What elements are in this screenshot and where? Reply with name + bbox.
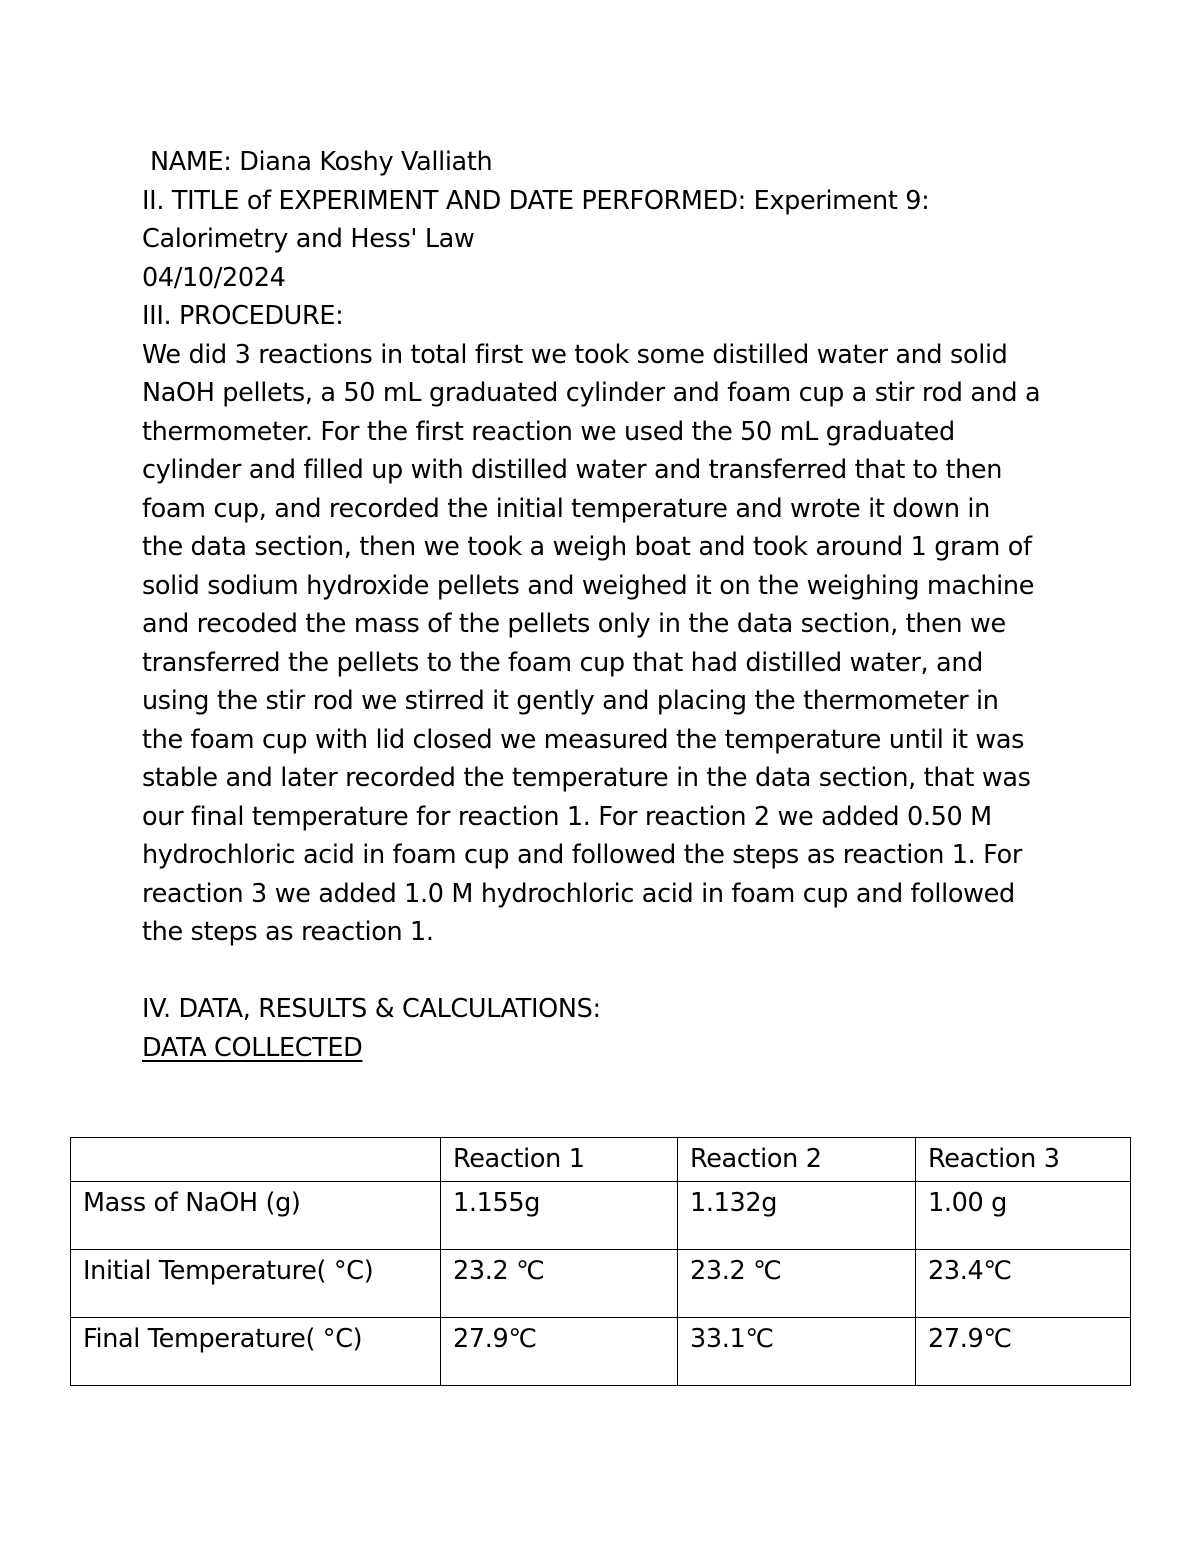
document-body [142,143,1082,1067]
table-cell: 23.2 ℃ [678,1250,916,1318]
procedure-line: the foam cup with lid closed we measured the temperature until it was [142,724,1025,755]
procedure-line: hydrochloric acid in foam cup and followed the steps as reaction 1. For [142,840,1022,870]
table-cell: 23.2 ℃ [441,1250,678,1318]
procedure-line: the steps as reaction 1. [142,917,434,947]
table-header-row [71,1138,1131,1182]
data-collected-subheading: DATA COLLECTED [142,1032,363,1063]
student-name: NAME: Diana Koshy Valliath [150,147,493,177]
table-row-label: Initial Temperature( °C) [71,1250,441,1318]
table-row-label: Final Temperature( °C) [71,1318,441,1386]
procedure-line: reaction 3 we added 1.0 M hydrochloric acid in foam cup and followed [142,878,1015,909]
table-cell: 1.155g [441,1182,678,1250]
table-row [71,1318,1131,1386]
procedure-heading: III. PROCEDURE: [142,301,344,331]
experiment-date: 04/10/2024 [142,262,286,293]
table-cell: 27.9℃ [916,1318,1131,1386]
table-cell: 1.00 g [916,1182,1131,1250]
table-cell: 1.132g [678,1182,916,1250]
procedure-line: foam cup, and recorded the initial temperature and wrote it down in [142,493,990,524]
table-cell: 27.9℃ [441,1318,678,1386]
data-collected-table [70,1137,1131,1386]
table-cell: 23.4℃ [916,1250,1131,1318]
procedure-line: using the stir rod we stirred it gently and placing the thermometer in [142,686,999,716]
procedure-line: the data section, then we took a weigh boat and took around 1 gram of [142,532,1032,562]
table-cell: 33.1℃ [678,1318,916,1386]
procedure-line: We did 3 reactions in total first we took some distilled water and solid [142,339,1008,370]
paragraph-spacer [142,952,1082,991]
procedure-line: and recoded the mass of the pellets only in the data section, then we [142,609,1006,639]
table-row [71,1250,1131,1318]
procedure-line: thermometer. For the first reaction we used the 50 mL graduated [142,416,955,447]
table-header-reaction-1: Reaction 1 [441,1138,678,1182]
table-row-label: Mass of NaOH (g) [71,1182,441,1250]
procedure-line: solid sodium hydroxide pellets and weighed it on the weighing machine [142,570,1035,601]
table-header-cell-empty [71,1138,441,1182]
data-results-heading: IV. DATA, RESULTS & CALCULATIONS: [142,994,601,1024]
procedure-line: cylinder and filled up with distilled water and transferred that to then [142,455,1003,485]
procedure-line: transferred the pellets to the foam cup that had distilled water, and [142,647,983,678]
procedure-line: stable and later recorded the temperature in the data section, that was [142,763,1031,793]
table-row [71,1182,1131,1250]
experiment-title-line-1: II. TITLE of EXPERIMENT AND DATE PERFORMED: Experiment 9: [142,185,930,216]
table-header-reaction-3: Reaction 3 [916,1138,1131,1182]
experiment-title-line-2: Calorimetry and Hess' Law [142,224,475,254]
procedure-line: NaOH pellets, a 50 mL graduated cylinder and foam cup a stir rod and a [142,378,1041,408]
procedure-line: our final temperature for reaction 1. For reaction 2 we added 0.50 M [142,801,992,832]
table-header-reaction-2: Reaction 2 [678,1138,916,1182]
